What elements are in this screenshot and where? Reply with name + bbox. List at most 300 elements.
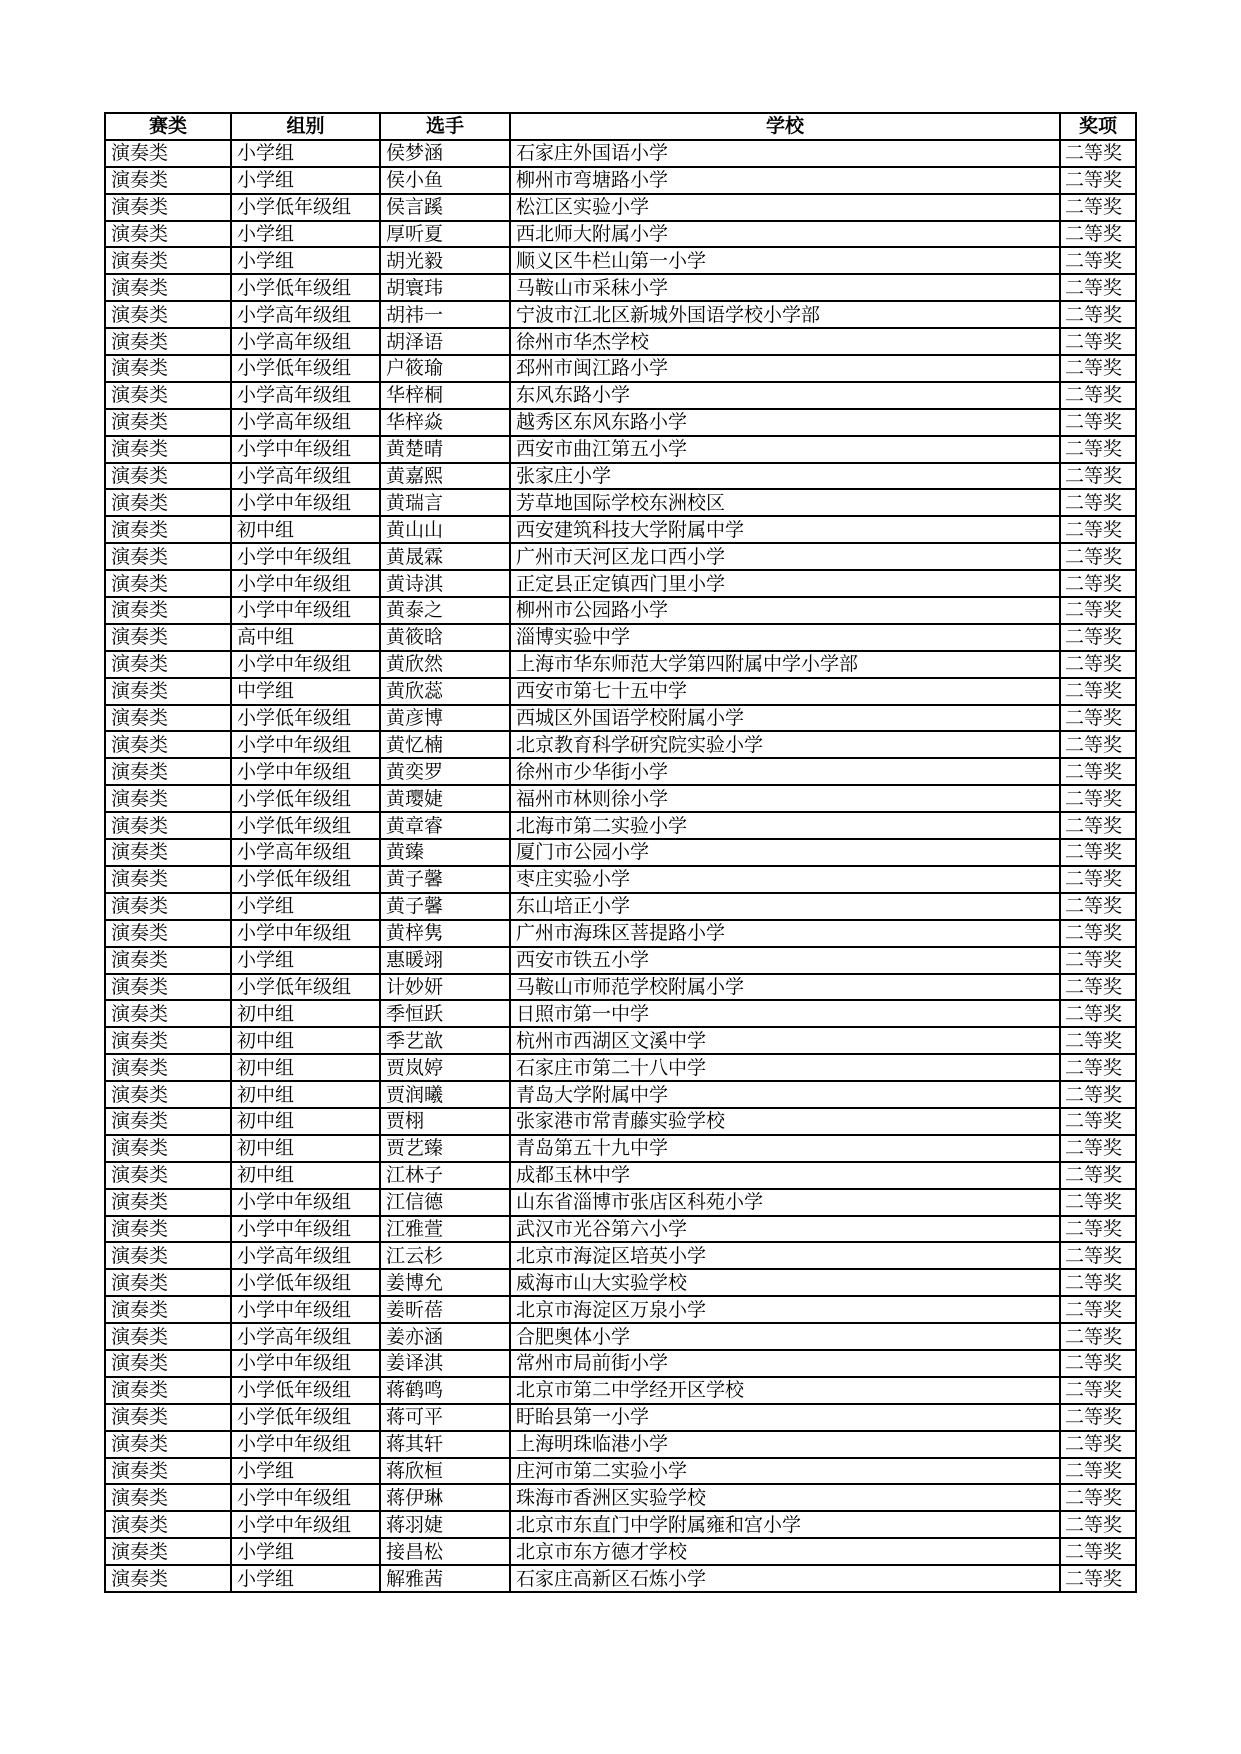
cell-school: 北京市东方德才学校 [510, 1538, 1060, 1565]
cell-award: 二等奖 [1060, 597, 1136, 624]
cell-school: 马鞍山市采秣小学 [510, 274, 1060, 301]
table-row [105, 1135, 1136, 1162]
cell-school: 徐州市华杰学校 [510, 328, 1060, 355]
cell-group: 初中组 [231, 1054, 380, 1081]
cell-school: 庄河市第二实验小学 [510, 1458, 1060, 1485]
cell-category: 演奏类 [105, 1511, 231, 1538]
cell-award: 二等奖 [1060, 1350, 1136, 1377]
table-row [105, 1108, 1136, 1135]
cell-group: 小学高年级组 [231, 382, 380, 409]
cell-group: 小学中年级组 [231, 731, 380, 758]
cell-group: 小学中年级组 [231, 1350, 380, 1377]
table-row [105, 1296, 1136, 1323]
cell-category: 演奏类 [105, 436, 231, 463]
cell-award: 二等奖 [1060, 1565, 1136, 1592]
cell-school: 北海市第二实验小学 [510, 812, 1060, 839]
cell-contestant: 胡光毅 [380, 247, 510, 274]
cell-category: 演奏类 [105, 866, 231, 893]
table-row [105, 570, 1136, 597]
cell-group: 小学组 [231, 1538, 380, 1565]
cell-award: 二等奖 [1060, 1538, 1136, 1565]
cell-group: 小学组 [231, 167, 380, 194]
cell-category: 演奏类 [105, 893, 231, 920]
cell-award: 二等奖 [1060, 1027, 1136, 1054]
cell-school: 石家庄市第二十八中学 [510, 1054, 1060, 1081]
cell-group: 中学组 [231, 678, 380, 705]
cell-contestant: 姜译淇 [380, 1350, 510, 1377]
cell-group: 小学组 [231, 893, 380, 920]
cell-group: 小学中年级组 [231, 920, 380, 947]
cell-school: 威海市山大实验学校 [510, 1269, 1060, 1296]
table-row [105, 1538, 1136, 1565]
cell-contestant: 计妙妍 [380, 974, 510, 1001]
cell-group: 小学高年级组 [231, 1323, 380, 1350]
cell-category: 演奏类 [105, 194, 231, 221]
cell-school: 北京市东直门中学附属雍和宫小学 [510, 1511, 1060, 1538]
cell-category: 演奏类 [105, 1216, 231, 1243]
cell-school: 淄博实验中学 [510, 624, 1060, 651]
cell-group: 小学低年级组 [231, 785, 380, 812]
cell-award: 二等奖 [1060, 1108, 1136, 1135]
cell-contestant: 黄诗淇 [380, 570, 510, 597]
cell-award: 二等奖 [1060, 1484, 1136, 1511]
cell-contestant: 季艺歆 [380, 1027, 510, 1054]
table-row [105, 705, 1136, 732]
cell-award: 二等奖 [1060, 1377, 1136, 1404]
cell-award: 二等奖 [1060, 1296, 1136, 1323]
header-category: 赛类 [105, 113, 231, 140]
cell-award: 二等奖 [1060, 812, 1136, 839]
cell-group: 小学中年级组 [231, 489, 380, 516]
cell-group: 小学中年级组 [231, 597, 380, 624]
table-row [105, 247, 1136, 274]
cell-school: 福州市林则徐小学 [510, 785, 1060, 812]
cell-group: 小学中年级组 [231, 543, 380, 570]
award-table [104, 112, 1137, 1593]
cell-group: 初中组 [231, 1081, 380, 1108]
cell-school: 北京市海淀区万泉小学 [510, 1296, 1060, 1323]
table-row [105, 1323, 1136, 1350]
cell-category: 演奏类 [105, 140, 231, 167]
header-contestant: 选手 [380, 113, 510, 140]
cell-contestant: 蒋可平 [380, 1404, 510, 1431]
cell-award: 二等奖 [1060, 758, 1136, 785]
cell-category: 演奏类 [105, 1108, 231, 1135]
cell-category: 演奏类 [105, 1189, 231, 1216]
cell-school: 张家庄小学 [510, 463, 1060, 490]
cell-contestant: 黄晟霖 [380, 543, 510, 570]
cell-contestant: 贾岚婷 [380, 1054, 510, 1081]
cell-group: 高中组 [231, 624, 380, 651]
table-row [105, 1350, 1136, 1377]
cell-category: 演奏类 [105, 624, 231, 651]
cell-category: 演奏类 [105, 1269, 231, 1296]
cell-school: 顺义区牛栏山第一小学 [510, 247, 1060, 274]
cell-group: 小学高年级组 [231, 839, 380, 866]
table-row [105, 1269, 1136, 1296]
table-row [105, 597, 1136, 624]
cell-contestant: 华梓桐 [380, 382, 510, 409]
cell-category: 演奏类 [105, 1484, 231, 1511]
cell-school: 盱眙县第一小学 [510, 1404, 1060, 1431]
table-row [105, 194, 1136, 221]
cell-award: 二等奖 [1060, 1242, 1136, 1269]
cell-group: 小学高年级组 [231, 463, 380, 490]
cell-award: 二等奖 [1060, 167, 1136, 194]
cell-category: 演奏类 [105, 1565, 231, 1592]
cell-category: 演奏类 [105, 1000, 231, 1027]
cell-award: 二等奖 [1060, 731, 1136, 758]
cell-group: 小学中年级组 [231, 1216, 380, 1243]
cell-group: 小学低年级组 [231, 1404, 380, 1431]
table-row [105, 920, 1136, 947]
table-row [105, 893, 1136, 920]
table-row [105, 1054, 1136, 1081]
cell-group: 初中组 [231, 1135, 380, 1162]
cell-contestant: 贾栩 [380, 1108, 510, 1135]
cell-category: 演奏类 [105, 1162, 231, 1189]
cell-contestant: 侯梦涵 [380, 140, 510, 167]
cell-school: 芳草地国际学校东洲校区 [510, 489, 1060, 516]
cell-award: 二等奖 [1060, 1000, 1136, 1027]
table-row [105, 1162, 1136, 1189]
cell-award: 二等奖 [1060, 866, 1136, 893]
cell-school: 常州市局前街小学 [510, 1350, 1060, 1377]
cell-award: 二等奖 [1060, 247, 1136, 274]
cell-category: 演奏类 [105, 785, 231, 812]
cell-school: 西安建筑科技大学附属中学 [510, 516, 1060, 543]
cell-group: 小学中年级组 [231, 651, 380, 678]
cell-school: 武汉市光谷第六小学 [510, 1216, 1060, 1243]
table-row [105, 409, 1136, 436]
cell-school: 北京市海淀区培英小学 [510, 1242, 1060, 1269]
cell-contestant: 姜亦涵 [380, 1323, 510, 1350]
cell-school: 东山培正小学 [510, 893, 1060, 920]
table-row [105, 1189, 1136, 1216]
cell-school: 上海市华东师范大学第四附属中学小学部 [510, 651, 1060, 678]
cell-category: 演奏类 [105, 1323, 231, 1350]
cell-contestant: 黄欣蕊 [380, 678, 510, 705]
cell-category: 演奏类 [105, 651, 231, 678]
cell-contestant: 江云杉 [380, 1242, 510, 1269]
cell-category: 演奏类 [105, 489, 231, 516]
table-row [105, 812, 1136, 839]
table-row [105, 1242, 1136, 1269]
cell-award: 二等奖 [1060, 140, 1136, 167]
cell-category: 演奏类 [105, 920, 231, 947]
cell-award: 二等奖 [1060, 1135, 1136, 1162]
table-row [105, 328, 1136, 355]
cell-school: 徐州市少华街小学 [510, 758, 1060, 785]
cell-award: 二等奖 [1060, 516, 1136, 543]
cell-contestant: 侯言蹊 [380, 194, 510, 221]
cell-contestant: 江信德 [380, 1189, 510, 1216]
cell-category: 演奏类 [105, 355, 231, 382]
cell-school: 石家庄高新区石炼小学 [510, 1565, 1060, 1592]
cell-school: 北京教育科学研究院实验小学 [510, 731, 1060, 758]
cell-school: 张家港市常青藤实验学校 [510, 1108, 1060, 1135]
cell-group: 初中组 [231, 1162, 380, 1189]
cell-school: 青岛大学附属中学 [510, 1081, 1060, 1108]
cell-contestant: 季恒跃 [380, 1000, 510, 1027]
cell-contestant: 黄泰之 [380, 597, 510, 624]
cell-school: 上海明珠临港小学 [510, 1431, 1060, 1458]
cell-school: 西安市铁五小学 [510, 947, 1060, 974]
cell-group: 小学中年级组 [231, 1431, 380, 1458]
cell-category: 演奏类 [105, 1431, 231, 1458]
cell-contestant: 黄嘉熙 [380, 463, 510, 490]
cell-category: 演奏类 [105, 947, 231, 974]
cell-category: 演奏类 [105, 678, 231, 705]
cell-award: 二等奖 [1060, 274, 1136, 301]
cell-school: 广州市天河区龙口西小学 [510, 543, 1060, 570]
cell-award: 二等奖 [1060, 624, 1136, 651]
table-row [105, 785, 1136, 812]
table-row [105, 678, 1136, 705]
table-row [105, 651, 1136, 678]
table-row [105, 167, 1136, 194]
cell-contestant: 惠暖翊 [380, 947, 510, 974]
cell-award: 二等奖 [1060, 1404, 1136, 1431]
cell-category: 演奏类 [105, 1377, 231, 1404]
cell-contestant: 黄子馨 [380, 893, 510, 920]
cell-group: 初中组 [231, 1108, 380, 1135]
cell-school: 西安市第七十五中学 [510, 678, 1060, 705]
cell-award: 二等奖 [1060, 1511, 1136, 1538]
cell-category: 演奏类 [105, 328, 231, 355]
cell-contestant: 黄章睿 [380, 812, 510, 839]
cell-group: 小学低年级组 [231, 812, 380, 839]
cell-school: 青岛第五十九中学 [510, 1135, 1060, 1162]
table-row [105, 1458, 1136, 1485]
cell-group: 小学组 [231, 947, 380, 974]
table-row [105, 624, 1136, 651]
cell-group: 小学高年级组 [231, 1242, 380, 1269]
table-row [105, 947, 1136, 974]
cell-group: 小学组 [231, 1565, 380, 1592]
cell-group: 小学中年级组 [231, 570, 380, 597]
cell-award: 二等奖 [1060, 301, 1136, 328]
cell-group: 小学组 [231, 1458, 380, 1485]
cell-school: 山东省淄博市张店区科苑小学 [510, 1189, 1060, 1216]
cell-category: 演奏类 [105, 516, 231, 543]
cell-award: 二等奖 [1060, 1054, 1136, 1081]
cell-contestant: 蒋欣桓 [380, 1458, 510, 1485]
cell-award: 二等奖 [1060, 1269, 1136, 1296]
table-row [105, 489, 1136, 516]
cell-group: 小学组 [231, 221, 380, 248]
cell-contestant: 黄子馨 [380, 866, 510, 893]
cell-award: 二等奖 [1060, 920, 1136, 947]
cell-school: 柳州市弯塘路小学 [510, 167, 1060, 194]
cell-award: 二等奖 [1060, 839, 1136, 866]
cell-group: 小学低年级组 [231, 974, 380, 1001]
cell-group: 初中组 [231, 1027, 380, 1054]
cell-category: 演奏类 [105, 301, 231, 328]
cell-school: 北京市第二中学经开区学校 [510, 1377, 1060, 1404]
cell-award: 二等奖 [1060, 1162, 1136, 1189]
cell-category: 演奏类 [105, 570, 231, 597]
cell-award: 二等奖 [1060, 570, 1136, 597]
table-row [105, 1431, 1136, 1458]
cell-category: 演奏类 [105, 1054, 231, 1081]
cell-category: 演奏类 [105, 221, 231, 248]
cell-school: 日照市第一中学 [510, 1000, 1060, 1027]
cell-category: 演奏类 [105, 247, 231, 274]
cell-contestant: 贾艺臻 [380, 1135, 510, 1162]
cell-category: 演奏类 [105, 409, 231, 436]
cell-group: 小学中年级组 [231, 1484, 380, 1511]
cell-category: 演奏类 [105, 731, 231, 758]
cell-group: 小学低年级组 [231, 1377, 380, 1404]
cell-award: 二等奖 [1060, 543, 1136, 570]
cell-contestant: 华梓焱 [380, 409, 510, 436]
table-row [105, 140, 1136, 167]
cell-group: 小学中年级组 [231, 1296, 380, 1323]
cell-group: 小学中年级组 [231, 1511, 380, 1538]
cell-category: 演奏类 [105, 812, 231, 839]
cell-contestant: 黄奕罗 [380, 758, 510, 785]
cell-award: 二等奖 [1060, 1323, 1136, 1350]
cell-category: 演奏类 [105, 1404, 231, 1431]
cell-category: 演奏类 [105, 1350, 231, 1377]
cell-contestant: 胡泽语 [380, 328, 510, 355]
cell-award: 二等奖 [1060, 409, 1136, 436]
cell-contestant: 蒋其轩 [380, 1431, 510, 1458]
cell-school: 合肥奥体小学 [510, 1323, 1060, 1350]
cell-award: 二等奖 [1060, 1458, 1136, 1485]
table-row [105, 382, 1136, 409]
table-row [105, 516, 1136, 543]
table-row [105, 436, 1136, 463]
table-row [105, 1484, 1136, 1511]
cell-group: 小学低年级组 [231, 274, 380, 301]
cell-contestant: 黄楚晴 [380, 436, 510, 463]
cell-contestant: 侯小鱼 [380, 167, 510, 194]
cell-contestant: 黄璎婕 [380, 785, 510, 812]
cell-category: 演奏类 [105, 839, 231, 866]
table-row [105, 731, 1136, 758]
cell-group: 小学低年级组 [231, 194, 380, 221]
cell-contestant: 蒋伊琳 [380, 1484, 510, 1511]
cell-school: 正定县正定镇西门里小学 [510, 570, 1060, 597]
table-row [105, 1081, 1136, 1108]
cell-school: 厦门市公园小学 [510, 839, 1060, 866]
cell-contestant: 贾润曦 [380, 1081, 510, 1108]
cell-group: 初中组 [231, 516, 380, 543]
cell-school: 石家庄外国语小学 [510, 140, 1060, 167]
table-row [105, 543, 1136, 570]
cell-category: 演奏类 [105, 974, 231, 1001]
cell-contestant: 解雅茜 [380, 1565, 510, 1592]
cell-contestant: 接昌松 [380, 1538, 510, 1565]
cell-school: 马鞍山市师范学校附属小学 [510, 974, 1060, 1001]
table-row [105, 866, 1136, 893]
cell-contestant: 姜博允 [380, 1269, 510, 1296]
cell-category: 演奏类 [105, 1242, 231, 1269]
cell-school: 松江区实验小学 [510, 194, 1060, 221]
cell-contestant: 江雅萱 [380, 1216, 510, 1243]
cell-contestant: 胡寰玮 [380, 274, 510, 301]
cell-award: 二等奖 [1060, 328, 1136, 355]
cell-school: 东风东路小学 [510, 382, 1060, 409]
cell-contestant: 黄臻 [380, 839, 510, 866]
table-row [105, 839, 1136, 866]
cell-contestant: 黄欣然 [380, 651, 510, 678]
table-row [105, 301, 1136, 328]
table-row [105, 355, 1136, 382]
cell-group: 小学低年级组 [231, 705, 380, 732]
table-row [105, 463, 1136, 490]
cell-group: 小学组 [231, 247, 380, 274]
cell-category: 演奏类 [105, 463, 231, 490]
cell-group: 小学组 [231, 140, 380, 167]
cell-school: 邳州市闽江路小学 [510, 355, 1060, 382]
cell-award: 二等奖 [1060, 651, 1136, 678]
cell-award: 二等奖 [1060, 1216, 1136, 1243]
cell-category: 演奏类 [105, 274, 231, 301]
header-school: 学校 [510, 113, 1060, 140]
cell-category: 演奏类 [105, 1081, 231, 1108]
cell-school: 西城区外国语学校附属小学 [510, 705, 1060, 732]
cell-contestant: 黄忆楠 [380, 731, 510, 758]
cell-contestant: 黄瑞言 [380, 489, 510, 516]
cell-award: 二等奖 [1060, 382, 1136, 409]
cell-category: 演奏类 [105, 1538, 231, 1565]
cell-school: 西北师大附属小学 [510, 221, 1060, 248]
cell-category: 演奏类 [105, 705, 231, 732]
cell-award: 二等奖 [1060, 489, 1136, 516]
cell-contestant: 蒋羽婕 [380, 1511, 510, 1538]
cell-school: 成都玉林中学 [510, 1162, 1060, 1189]
cell-award: 二等奖 [1060, 785, 1136, 812]
cell-award: 二等奖 [1060, 355, 1136, 382]
cell-award: 二等奖 [1060, 463, 1136, 490]
cell-group: 小学低年级组 [231, 355, 380, 382]
cell-contestant: 黄梓隽 [380, 920, 510, 947]
cell-group: 初中组 [231, 1000, 380, 1027]
cell-category: 演奏类 [105, 543, 231, 570]
cell-award: 二等奖 [1060, 1431, 1136, 1458]
cell-contestant: 江林子 [380, 1162, 510, 1189]
cell-award: 二等奖 [1060, 893, 1136, 920]
cell-award: 二等奖 [1060, 221, 1136, 248]
cell-category: 演奏类 [105, 1027, 231, 1054]
cell-school: 越秀区东风东路小学 [510, 409, 1060, 436]
table-row [105, 274, 1136, 301]
table-row [105, 1000, 1136, 1027]
cell-school: 柳州市公园路小学 [510, 597, 1060, 624]
header-row [105, 113, 1136, 140]
table-row [105, 1511, 1136, 1538]
cell-award: 二等奖 [1060, 1081, 1136, 1108]
cell-school: 广州市海珠区菩提路小学 [510, 920, 1060, 947]
award-list-sheet [104, 112, 1135, 1593]
cell-group: 小学中年级组 [231, 436, 380, 463]
cell-school: 西安市曲江第五小学 [510, 436, 1060, 463]
cell-category: 演奏类 [105, 382, 231, 409]
cell-award: 二等奖 [1060, 974, 1136, 1001]
cell-category: 演奏类 [105, 597, 231, 624]
table-row [105, 974, 1136, 1001]
cell-award: 二等奖 [1060, 947, 1136, 974]
table-row [105, 1377, 1136, 1404]
cell-award: 二等奖 [1060, 705, 1136, 732]
cell-award: 二等奖 [1060, 1189, 1136, 1216]
cell-contestant: 户筱瑜 [380, 355, 510, 382]
cell-category: 演奏类 [105, 1296, 231, 1323]
table-row [105, 221, 1136, 248]
